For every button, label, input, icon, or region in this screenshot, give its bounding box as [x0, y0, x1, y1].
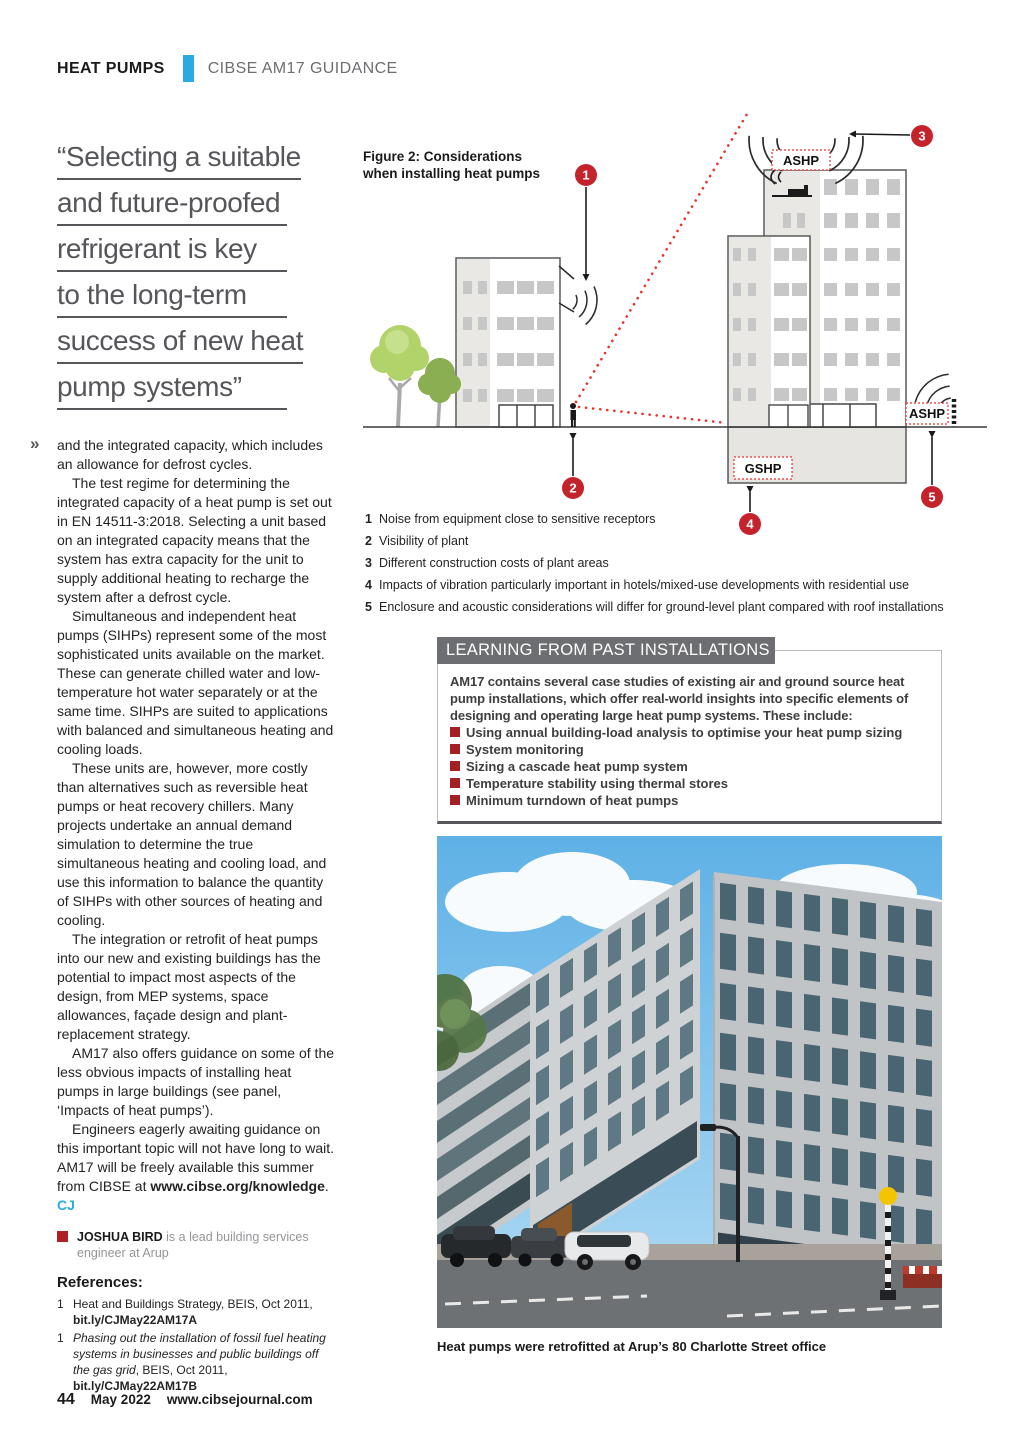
panel-bullet-item — [450, 758, 929, 775]
marker-2-number: 2 — [569, 480, 577, 496]
legend-item — [365, 556, 990, 571]
reference-text: , BEIS, Oct 2011, — [135, 1363, 228, 1377]
bullet-square-icon — [450, 778, 460, 788]
reference-title-italic: Phasing out the installation of fossil fuel heating systems in businesses and public buildings off the gas grid — [73, 1331, 326, 1377]
marker-3-number: 3 — [918, 128, 926, 144]
legend-item — [365, 512, 990, 527]
panel-bullet-text: Temperature stability using thermal stores — [466, 776, 728, 791]
legend-number: 4 — [365, 578, 372, 592]
reference-link[interactable]: bit.ly/CJMay22AM17A — [73, 1313, 198, 1327]
legend-text: Visibility of plant — [379, 534, 469, 548]
bullet-square-icon — [450, 795, 460, 805]
ashp-roof-label: ASHP — [782, 153, 820, 168]
accent-bar — [183, 55, 194, 82]
legend-text: Enclosure and acoustic considerations will differ for ground-level plant compared with roof installations — [379, 600, 944, 614]
body-paragraph: and the integrated capacity, which includes an allowance for defrost cycles. — [57, 437, 323, 472]
tree-icons — [370, 325, 461, 427]
gshp-label: GSHP — [744, 461, 782, 476]
building-right-facade — [714, 872, 942, 1300]
reference-link[interactable]: bit.ly/CJMay22AM17B — [73, 1379, 198, 1393]
panel-bullet-item — [450, 724, 929, 741]
pull-quote-line: “Selecting a suitable — [57, 141, 301, 180]
panel-bullet-text: Minimum turndown of heat pumps — [466, 793, 679, 808]
body-paragraph: The test regime for determining the integrated capacity of a heat pump is set out in EN 14511-3:2018. Selecting a unit based on an integrated capacity means that the system has extra capacity for the unit to supply additional heating to recharge the system after a defrost cycle. — [57, 475, 332, 605]
legend-number: 3 — [365, 556, 372, 570]
photo-caption: Heat pumps were retrofitted at Arup’s 80 Charlotte Street office — [437, 1339, 827, 1354]
learning-panel-box — [437, 641, 942, 824]
legend-item — [365, 534, 990, 549]
reference-text: Heat and Buildings Strategy, BEIS, Oct 2011, — [73, 1297, 313, 1311]
figure-legend — [365, 512, 990, 622]
issue-date: May 2022 — [90, 1392, 151, 1407]
reference-item — [57, 1330, 335, 1394]
author-name: JOSHUA BIRD — [77, 1230, 163, 1244]
end-of-article-mark: CJ — [57, 1197, 75, 1213]
pull-quote-line: pump systems” — [57, 371, 287, 410]
bullet-square-icon — [450, 727, 460, 737]
marker3-arrow — [855, 134, 910, 135]
continuation-chevron-icon: » — [30, 434, 40, 453]
reference-item — [57, 1296, 335, 1328]
bullet-square-icon — [450, 744, 460, 754]
sight-lines — [576, 114, 747, 423]
learning-panel-intro: AM17 contains several case studies of existing air and ground source heat pump installations, which offer real-world insights into specific elements of designing and operating large heat pump systems. These include: — [450, 674, 909, 723]
journal-website[interactable]: www.cibsejournal.com — [166, 1392, 313, 1407]
ashp-ground-label: ASHP — [908, 406, 946, 421]
reference-number: 1 — [57, 1297, 64, 1311]
left-building — [456, 258, 560, 427]
legend-text: Noise from equipment close to sensitive receptors — [379, 512, 656, 526]
person-icon — [570, 403, 576, 427]
legend-item — [365, 600, 990, 615]
article-topic: CIBSE AM17 GUIDANCE — [207, 59, 398, 77]
section-label: HEAT PUMPS — [57, 59, 165, 77]
panel-bullet-item — [450, 741, 929, 758]
panel-bullet-text: System monitoring — [466, 742, 584, 757]
figure-caption-line2: when installing heat pumps — [363, 166, 541, 181]
references — [57, 1273, 335, 1394]
road — [437, 1260, 942, 1328]
learning-panel — [437, 641, 942, 824]
legend-number: 2 — [365, 534, 372, 548]
article-body — [57, 436, 335, 1396]
left-building-doors — [499, 405, 553, 427]
panel-bullet-text: Using annual building-load analysis to optimise your heat pump sizing — [466, 725, 903, 740]
sight-line-to-ground-ashp — [579, 407, 727, 423]
panel-bullet-item — [450, 792, 929, 809]
page-kicker — [57, 55, 398, 82]
middle-building — [728, 236, 810, 427]
legend-number: 5 — [365, 600, 372, 614]
closing-text: Engineers eagerly awaiting guidance on this important topic will not have long to wait. AM17 will be freely available this summer from CIBSE at — [57, 1121, 335, 1194]
figure2-diagram — [360, 100, 990, 545]
pull-quote-line: to the long-term — [57, 279, 287, 318]
marker-4-number: 4 — [746, 516, 754, 532]
author-description: is a lead building services engineer at Arup — [77, 1230, 309, 1260]
panel-bullet-item — [450, 775, 929, 792]
bullet-square-icon — [450, 761, 460, 771]
street-barrier — [903, 1266, 942, 1288]
marker-5-number: 5 — [928, 489, 936, 505]
sight-line-to-roof-ashp — [576, 114, 747, 402]
legend-item — [365, 578, 990, 593]
legend-number: 1 — [365, 512, 372, 526]
figure-caption-line1: Figure 2: Considerations — [363, 149, 523, 164]
legend-text: Impacts of vibration particularly important in hotels/mixed-use developments with residential use — [379, 578, 910, 592]
cibse-knowledge-link[interactable]: www.cibse.org/knowledge — [150, 1178, 325, 1194]
panel-bullet-text: Sizing a cascade heat pump system — [466, 759, 688, 774]
learning-panel-title: LEARNING FROM PAST INSTALLATIONS — [437, 637, 775, 664]
body-paragraph: These units are, however, more costly than alternatives such as reversible heat pumps or heat recovery chillers. Many projects undertake an annual demand simulation to determine the true simultaneous heating and cooling load, and use this information to balance the quantity of SIHPs with other sources of heating and cooling. — [57, 760, 327, 928]
pull-quote-line: refrigerant is key — [57, 233, 287, 272]
reference-number: 1 — [57, 1331, 64, 1345]
body-paragraph: AM17 also offers guidance on some of the less obvious impacts of installing heat pumps in large buildings (see panel, ‘Impacts of heat pumps’). — [57, 1045, 335, 1118]
body-paragraph: The integration or retrofit of heat pumps into our new and existing buildings has the potential to impact most aspects of the design, from MEP systems, space allowances, façade design and plant-replacement strategy. — [57, 931, 321, 1042]
office-building-photo — [437, 836, 942, 1328]
pull-quote-line: success of new heat — [57, 325, 303, 364]
author-bullet-square — [57, 1231, 68, 1242]
closing-paragraph — [57, 1120, 335, 1215]
author-credit — [57, 1229, 335, 1261]
pull-quote — [57, 141, 333, 417]
pull-quote-line: and future-proofed — [57, 187, 287, 226]
references-heading: References: — [57, 1274, 143, 1291]
legend-text: Different construction costs of plant areas — [379, 556, 609, 570]
page-footer — [57, 1391, 313, 1409]
body-paragraph: Simultaneous and independent heat pumps (SIHPs) represent some of the most sophisticated units available on the market. These can generate chilled water and low-temperature hot water separately or at the same time. SIHPs are suited to applications with balanced and simultaneous heating and cooling loads. — [57, 608, 334, 757]
marker-1-number: 1 — [582, 167, 590, 183]
closing-period: . — [324, 1178, 329, 1194]
facade-noise-waves-icon — [559, 266, 597, 325]
page-number: 44 — [57, 1391, 75, 1408]
